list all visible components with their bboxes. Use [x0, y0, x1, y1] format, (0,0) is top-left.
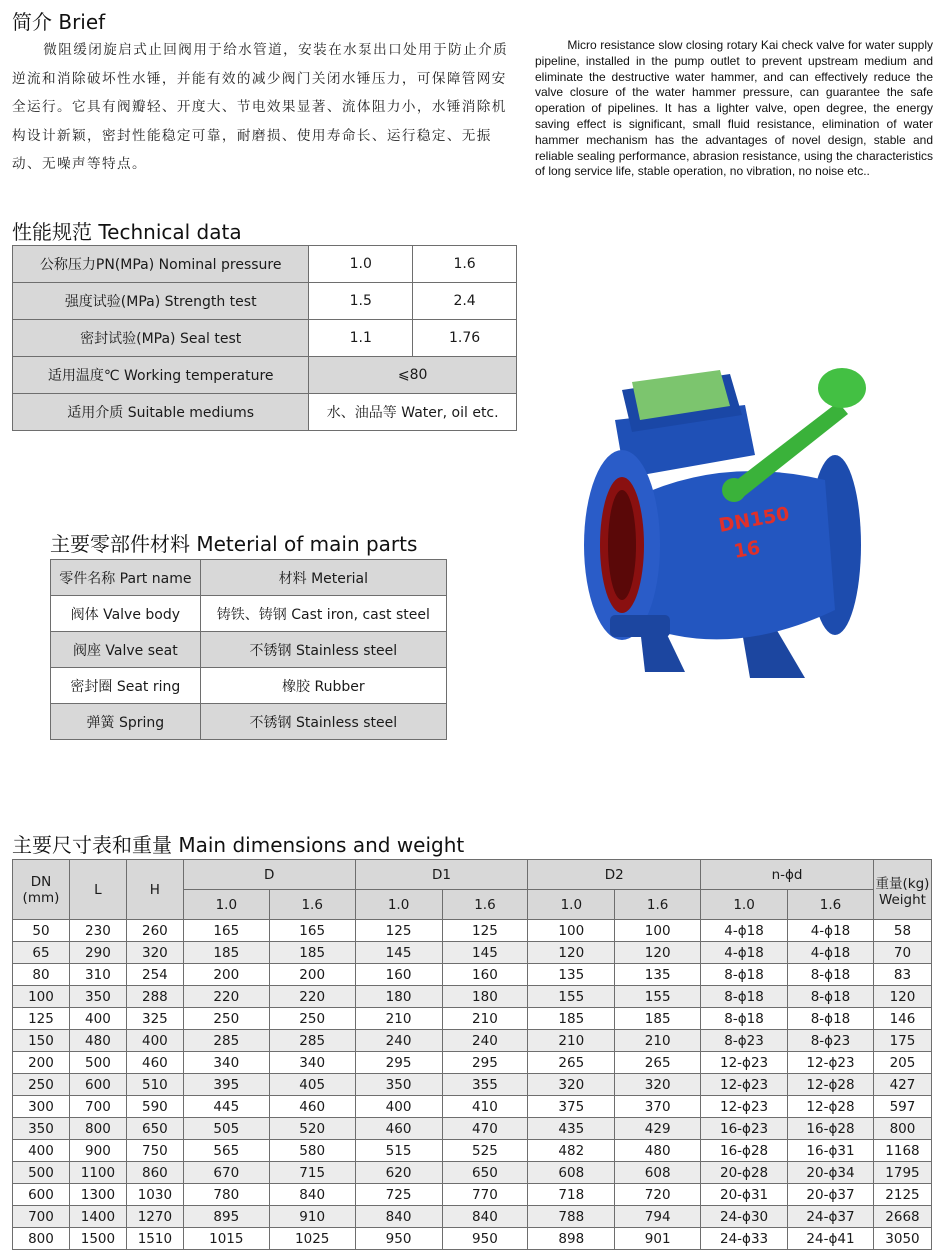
row-label: 适用介质 Suitable mediums [13, 394, 309, 431]
part-material: 不锈钢 Stainless steel [200, 704, 446, 740]
counterweight-ball [818, 368, 866, 408]
cell-nd-16: 16-ϕ28 [788, 1118, 874, 1140]
cell-d1-10: 295 [355, 1052, 442, 1074]
cell-weight: 83 [873, 964, 931, 986]
cell-l: 600 [69, 1074, 126, 1096]
cell-d2-10: 898 [528, 1228, 615, 1250]
cell-dn: 250 [13, 1074, 70, 1096]
cell-d1-10: 350 [355, 1074, 442, 1096]
cell-d2-16: 185 [615, 1008, 701, 1030]
cell-d2-16: 155 [615, 986, 701, 1008]
cell-nd-10: 20-ϕ28 [701, 1162, 788, 1184]
table-row [13, 283, 517, 320]
table-row [13, 986, 932, 1008]
cell-h: 1270 [126, 1206, 183, 1228]
table-row [13, 1162, 932, 1184]
cell-nd-10: 12-ϕ23 [701, 1074, 788, 1096]
row-label: 密封试验(MPa) Seal test [13, 320, 309, 357]
cell-d-10: 1015 [183, 1228, 269, 1250]
cell-nd-16: 12-ϕ28 [788, 1074, 874, 1096]
cell-d1-16: 355 [442, 1074, 528, 1096]
cell-value: 1.76 [413, 320, 517, 357]
cell-h: 320 [126, 942, 183, 964]
table-row [51, 632, 447, 668]
cell-weight: 597 [873, 1096, 931, 1118]
table-row [13, 1052, 932, 1074]
header-l: L [69, 860, 126, 920]
cell-d2-10: 435 [528, 1118, 615, 1140]
cell-dn: 600 [13, 1184, 70, 1206]
cell-d1-16: 145 [442, 942, 528, 964]
cell-nd-10: 8-ϕ18 [701, 1008, 788, 1030]
cell-d1-16: 125 [442, 920, 528, 942]
cell-d2-10: 718 [528, 1184, 615, 1206]
cell-weight: 1168 [873, 1140, 931, 1162]
cell-weight: 58 [873, 920, 931, 942]
cell-d2-16: 265 [615, 1052, 701, 1074]
cell-d1-16: 770 [442, 1184, 528, 1206]
table-header-row [51, 560, 447, 596]
cell-nd-16: 8-ϕ18 [788, 986, 874, 1008]
cell-weight: 427 [873, 1074, 931, 1096]
cell-d2-16: 720 [615, 1184, 701, 1206]
cell-nd-16: 8-ϕ18 [788, 1008, 874, 1030]
cell-weight: 800 [873, 1118, 931, 1140]
row-label: 强度试验(MPa) Strength test [13, 283, 309, 320]
cell-h: 510 [126, 1074, 183, 1096]
cell-dn: 300 [13, 1096, 70, 1118]
header-weight-cn: 重量(kg) [875, 875, 930, 892]
cell-d-16: 405 [269, 1074, 355, 1096]
cell-d2-16: 120 [615, 942, 701, 964]
cell-d1-16: 650 [442, 1162, 528, 1184]
cell-nd-10: 24-ϕ30 [701, 1206, 788, 1228]
cell-d-10: 505 [183, 1118, 269, 1140]
cell-d2-16: 480 [615, 1140, 701, 1162]
header-pressure: 1.6 [788, 890, 874, 920]
cell-l: 800 [69, 1118, 126, 1140]
cell-l: 480 [69, 1030, 126, 1052]
cell-d-10: 395 [183, 1074, 269, 1096]
lever-hub [722, 478, 746, 502]
header-pressure: 1.0 [355, 890, 442, 920]
cell-l: 230 [69, 920, 126, 942]
table-row [13, 1206, 932, 1228]
cell-l: 350 [69, 986, 126, 1008]
table-row [13, 1140, 932, 1162]
cell-d2-10: 320 [528, 1074, 615, 1096]
cell-d1-16: 180 [442, 986, 528, 1008]
cell-d2-10: 185 [528, 1008, 615, 1030]
cell-d-16: 200 [269, 964, 355, 986]
cell-weight: 1795 [873, 1162, 931, 1184]
part-material: 不锈钢 Stainless steel [200, 632, 446, 668]
cell-nd-16: 8-ϕ23 [788, 1030, 874, 1052]
cell-h: 254 [126, 964, 183, 986]
cell-l: 700 [69, 1096, 126, 1118]
cell-d2-10: 608 [528, 1162, 615, 1184]
cell-d1-10: 400 [355, 1096, 442, 1118]
cell-d-16: 250 [269, 1008, 355, 1030]
cell-l: 500 [69, 1052, 126, 1074]
cell-value: 1.6 [413, 246, 517, 283]
cell-nd-10: 12-ϕ23 [701, 1052, 788, 1074]
cell-h: 400 [126, 1030, 183, 1052]
table-row [13, 1184, 932, 1206]
cell-nd-10: 20-ϕ31 [701, 1184, 788, 1206]
cell-dn: 65 [13, 942, 70, 964]
main-parts-table [50, 559, 447, 740]
cell-d-10: 565 [183, 1140, 269, 1162]
cell-value: 2.4 [413, 283, 517, 320]
cell-value: 1.5 [309, 283, 413, 320]
table-row [13, 1228, 932, 1250]
cell-d2-10: 375 [528, 1096, 615, 1118]
header-pressure: 1.0 [528, 890, 615, 920]
cell-l: 1500 [69, 1228, 126, 1250]
cell-d2-10: 120 [528, 942, 615, 964]
cell-nd-16: 4-ϕ18 [788, 920, 874, 942]
cell-l: 400 [69, 1008, 126, 1030]
valve-marking-pressure: 16 [732, 536, 762, 563]
cell-value: 1.1 [309, 320, 413, 357]
cell-l: 1400 [69, 1206, 126, 1228]
cell-d-10: 670 [183, 1162, 269, 1184]
cell-d2-16: 135 [615, 964, 701, 986]
cell-h: 650 [126, 1118, 183, 1140]
technical-data-table [12, 245, 517, 431]
cell-d-16: 285 [269, 1030, 355, 1052]
cell-d-16: 340 [269, 1052, 355, 1074]
brief-english-text: Micro resistance slow closing rotary Kai check valve for water supply pipeline, installed in the pump outlet to prevent upstream medium and eliminate the destructive water hammer, and can effectively reduce the valve closure of the water hammer pressure, can guarantee the safe operation of pipelines. It has a lighter valve, open degree, the energy saving effect is significant, small fluid resistance, elimination of water hammer mechanism has the advantages of novel design, stable and reliable sealing performance, abrasion resistance, using the characteristics of long service life, stable operation, no vibration, no noise etc.. [535, 38, 933, 179]
cell-l: 900 [69, 1140, 126, 1162]
header-dn-label: DN [30, 873, 52, 890]
cell-d1-16: 950 [442, 1228, 528, 1250]
cell-d-16: 910 [269, 1206, 355, 1228]
cell-d-10: 895 [183, 1206, 269, 1228]
check-valve-image [570, 360, 880, 680]
cell-weight: 146 [873, 1008, 931, 1030]
cell-d1-16: 470 [442, 1118, 528, 1140]
brief-chinese-text: 微阻缓闭旋启式止回阀用于给水管道，安装在水泵出口处用于防止介质逆流和消除破坏性水锤，并能有效的减少阀门关闭水锤压力，可保障管网安全运行。它具有阀瓣轻、开度大、节电效果显著、流体阻力小，水锤消除机构设计新颖，密封性能稳定可靠，耐磨损、使用寿命长、运行稳定、无振动、无噪声等特点。 [12, 42, 509, 172]
cell-dn: 400 [13, 1140, 70, 1162]
table-row [13, 942, 932, 964]
cell-d-10: 250 [183, 1008, 269, 1030]
table-row [13, 964, 932, 986]
cell-value: ⩽80 [309, 357, 517, 394]
dimensions-table [12, 859, 932, 1250]
dimensions-table-body [13, 920, 932, 1250]
part-material: 橡胶 Rubber [200, 668, 446, 704]
cell-d-10: 285 [183, 1030, 269, 1052]
cell-d-10: 340 [183, 1052, 269, 1074]
cell-d-10: 780 [183, 1184, 269, 1206]
part-name: 阀座 Valve seat [51, 632, 201, 668]
cell-l: 1300 [69, 1184, 126, 1206]
cell-d2-10: 100 [528, 920, 615, 942]
cell-nd-10: 4-ϕ18 [701, 942, 788, 964]
cell-h: 288 [126, 986, 183, 1008]
cell-d2-16: 100 [615, 920, 701, 942]
cell-d1-16: 210 [442, 1008, 528, 1030]
part-material: 铸铁、铸钢 Cast iron, cast steel [200, 596, 446, 632]
cell-dn: 125 [13, 1008, 70, 1030]
cell-d-10: 200 [183, 964, 269, 986]
header-weight-en: Weight [878, 891, 926, 908]
cell-nd-10: 16-ϕ28 [701, 1140, 788, 1162]
cell-h: 260 [126, 920, 183, 942]
part-name: 密封圈 Seat ring [51, 668, 201, 704]
cell-d1-16: 525 [442, 1140, 528, 1162]
cell-h: 860 [126, 1162, 183, 1184]
cell-d2-10: 155 [528, 986, 615, 1008]
cell-dn: 800 [13, 1228, 70, 1250]
cell-d2-16: 370 [615, 1096, 701, 1118]
cell-dn: 80 [13, 964, 70, 986]
table-row [13, 1008, 932, 1030]
row-label: 适用温度℃ Working temperature [13, 357, 309, 394]
cell-d2-16: 210 [615, 1030, 701, 1052]
table-row [51, 704, 447, 740]
table-row [13, 1074, 932, 1096]
cell-weight: 3050 [873, 1228, 931, 1250]
header-pressure: 1.0 [183, 890, 269, 920]
cell-d1-16: 410 [442, 1096, 528, 1118]
cell-dn: 500 [13, 1162, 70, 1184]
cell-d-16: 580 [269, 1140, 355, 1162]
cell-weight: 2668 [873, 1206, 931, 1228]
table-row [13, 357, 517, 394]
main-parts-title: 主要零部件材料 Meterial of main parts [50, 532, 418, 556]
cell-h: 750 [126, 1140, 183, 1162]
cell-d2-16: 429 [615, 1118, 701, 1140]
header-pressure: 1.0 [701, 890, 788, 920]
cell-d-16: 460 [269, 1096, 355, 1118]
cell-d1-10: 620 [355, 1162, 442, 1184]
header-d1: D1 [355, 860, 528, 890]
cell-nd-10: 24-ϕ33 [701, 1228, 788, 1250]
cell-weight: 2125 [873, 1184, 931, 1206]
row-label: 公称压力PN(MPa) Nominal pressure [13, 246, 309, 283]
cell-nd-16: 16-ϕ31 [788, 1140, 874, 1162]
cell-d1-10: 515 [355, 1140, 442, 1162]
cell-value: 水、油品等 Water, oil etc. [309, 394, 517, 431]
table-row [13, 1118, 932, 1140]
header-weight [873, 860, 931, 920]
cell-nd-10: 16-ϕ23 [701, 1118, 788, 1140]
cell-d-16: 520 [269, 1118, 355, 1140]
cell-dn: 700 [13, 1206, 70, 1228]
valve-marking-size: DN150 [717, 502, 792, 537]
cell-d1-10: 210 [355, 1008, 442, 1030]
header-part-name: 零件名称 Part name [51, 560, 201, 596]
cell-value: 1.0 [309, 246, 413, 283]
part-name: 弹簧 Spring [51, 704, 201, 740]
header-bolt-holes: n-ϕd [701, 860, 874, 890]
technical-data-title: 性能规范 Technical data [12, 220, 242, 244]
cell-h: 325 [126, 1008, 183, 1030]
cell-d-10: 445 [183, 1096, 269, 1118]
cell-nd-10: 12-ϕ23 [701, 1096, 788, 1118]
cell-d-16: 220 [269, 986, 355, 1008]
header-dn [13, 860, 70, 920]
cell-weight: 205 [873, 1052, 931, 1074]
table-row [13, 920, 932, 942]
cell-d1-10: 240 [355, 1030, 442, 1052]
cell-nd-16: 8-ϕ18 [788, 964, 874, 986]
table-row [13, 320, 517, 357]
header-material: 材料 Meterial [200, 560, 446, 596]
cell-d2-10: 482 [528, 1140, 615, 1162]
table-row [13, 246, 517, 283]
cell-dn: 100 [13, 986, 70, 1008]
cell-d1-10: 725 [355, 1184, 442, 1206]
part-name: 阀体 Valve body [51, 596, 201, 632]
cell-d1-10: 840 [355, 1206, 442, 1228]
cell-h: 460 [126, 1052, 183, 1074]
cell-nd-10: 8-ϕ23 [701, 1030, 788, 1052]
header-pressure: 1.6 [615, 890, 701, 920]
cell-d-16: 715 [269, 1162, 355, 1184]
table-row [13, 1096, 932, 1118]
cell-d1-10: 125 [355, 920, 442, 942]
cell-d2-16: 608 [615, 1162, 701, 1184]
cell-dn: 350 [13, 1118, 70, 1140]
cell-d2-16: 320 [615, 1074, 701, 1096]
cell-nd-16: 20-ϕ37 [788, 1184, 874, 1206]
cell-d1-16: 295 [442, 1052, 528, 1074]
cell-h: 590 [126, 1096, 183, 1118]
header-d: D [183, 860, 355, 890]
cell-d-16: 185 [269, 942, 355, 964]
table-row [13, 1030, 932, 1052]
cell-nd-10: 4-ϕ18 [701, 920, 788, 942]
cell-d1-16: 240 [442, 1030, 528, 1052]
cell-nd-16: 24-ϕ41 [788, 1228, 874, 1250]
cell-d1-16: 840 [442, 1206, 528, 1228]
dimensions-title: 主要尺寸表和重量 Main dimensions and weight [12, 833, 465, 857]
cell-d1-10: 145 [355, 942, 442, 964]
cell-l: 1100 [69, 1162, 126, 1184]
brief-title: 简介 Brief [12, 10, 106, 34]
header-d2: D2 [528, 860, 701, 890]
cell-nd-16: 24-ϕ37 [788, 1206, 874, 1228]
cell-h: 1510 [126, 1228, 183, 1250]
header-pressure: 1.6 [442, 890, 528, 920]
cell-d-10: 185 [183, 942, 269, 964]
cell-l: 290 [69, 942, 126, 964]
cell-weight: 70 [873, 942, 931, 964]
cell-d1-10: 160 [355, 964, 442, 986]
cell-nd-16: 12-ϕ23 [788, 1052, 874, 1074]
cell-d2-16: 794 [615, 1206, 701, 1228]
cell-h: 1030 [126, 1184, 183, 1206]
cell-d1-10: 950 [355, 1228, 442, 1250]
cell-d1-10: 180 [355, 986, 442, 1008]
cell-d-16: 165 [269, 920, 355, 942]
cell-nd-16: 12-ϕ28 [788, 1096, 874, 1118]
header-pressure: 1.6 [269, 890, 355, 920]
cell-d2-10: 210 [528, 1030, 615, 1052]
table-header-row [13, 860, 932, 890]
table-row [51, 596, 447, 632]
cell-d-16: 1025 [269, 1228, 355, 1250]
cell-d-10: 220 [183, 986, 269, 1008]
cell-d1-16: 160 [442, 964, 528, 986]
cell-dn: 150 [13, 1030, 70, 1052]
cell-weight: 120 [873, 986, 931, 1008]
cell-nd-16: 4-ϕ18 [788, 942, 874, 964]
cell-nd-10: 8-ϕ18 [701, 964, 788, 986]
cell-d2-10: 788 [528, 1206, 615, 1228]
header-h: H [126, 860, 183, 920]
drain-fitting [610, 615, 670, 637]
cell-d2-10: 135 [528, 964, 615, 986]
cell-d1-10: 460 [355, 1118, 442, 1140]
cell-weight: 175 [873, 1030, 931, 1052]
cell-d2-10: 265 [528, 1052, 615, 1074]
table-row [51, 668, 447, 704]
cell-dn: 200 [13, 1052, 70, 1074]
header-dn-unit: (mm) [22, 889, 60, 906]
cell-l: 310 [69, 964, 126, 986]
cell-dn: 50 [13, 920, 70, 942]
table-row [13, 394, 517, 431]
cell-d-16: 840 [269, 1184, 355, 1206]
cell-d-10: 165 [183, 920, 269, 942]
cell-nd-16: 20-ϕ34 [788, 1162, 874, 1184]
cell-nd-10: 8-ϕ18 [701, 986, 788, 1008]
cell-d2-16: 901 [615, 1228, 701, 1250]
